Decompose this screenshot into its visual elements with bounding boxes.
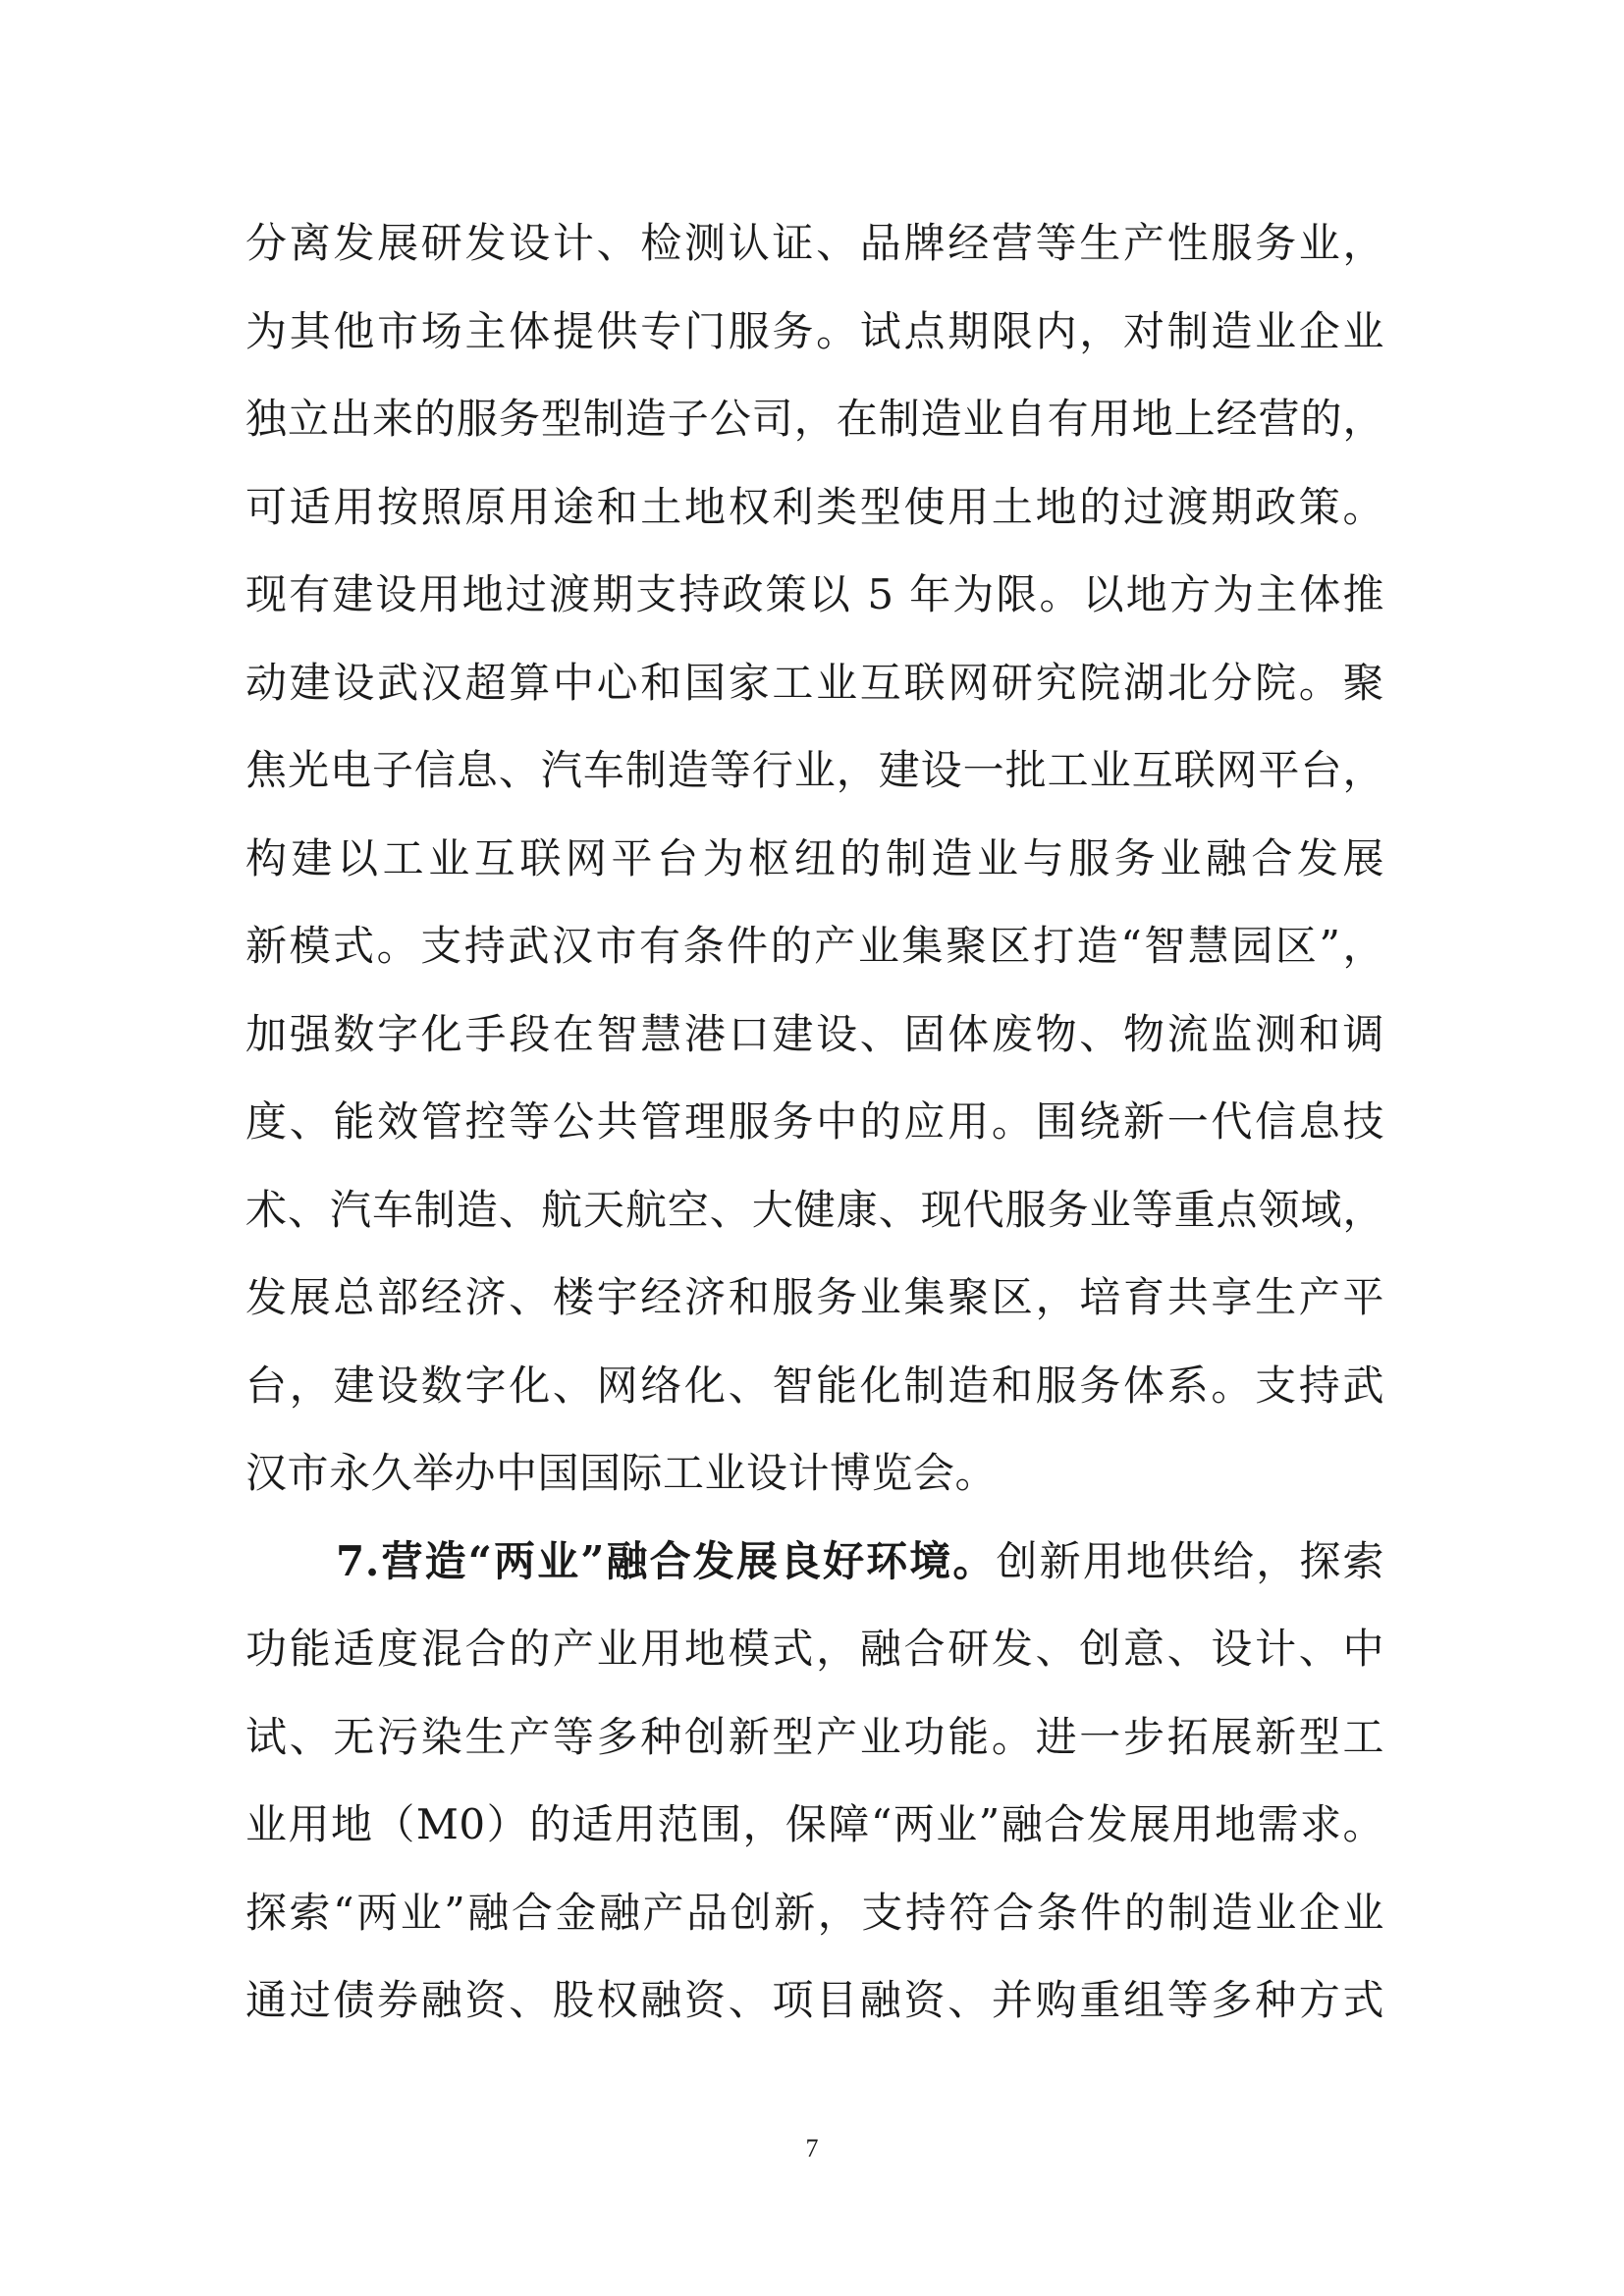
- text-line: 构建以工业互联网平台为枢纽的制造业与服务业融合发展: [245, 833, 1384, 882]
- text-line: 度、能效管控等公共管理服务中的应用。围绕新一代信息技: [245, 1097, 1384, 1146]
- text-line: 独立出来的服务型制造子公司，在制造业自有用地上经营的，: [245, 395, 1384, 443]
- text-line: 新模式。支持武汉市有条件的产业集聚区打造“智慧园区”，: [245, 922, 1384, 970]
- text-line: 功能适度混合的产业用地模式，融合研发、创意、设计、中: [245, 1625, 1384, 1673]
- text-line: 加强数字化手段在智慧港口建设、固体废物、物流监测和调: [245, 1009, 1384, 1058]
- text-line: 分离发展研发设计、检测认证、品牌经营等生产性服务业，: [245, 219, 1384, 267]
- text-line: 现有建设用地过渡期支持政策以 5 年为限。以地方为主体推: [245, 570, 1384, 618]
- body-text: [245, 217, 1384, 2062]
- text-line: 通过债券融资、股权融资、项目融资、并购重组等多种方式: [245, 1976, 1384, 2024]
- text-line: 可适用按照原用途和土地权利类型使用土地的过渡期政策。: [245, 482, 1384, 531]
- text-line: 试、无污染生产等多种创新型产业功能。进一步拓展新型工: [245, 1712, 1384, 1761]
- text-line: 业用地（M0）的适用范围，保障“两业”融合发展用地需求。: [245, 1800, 1384, 1848]
- section-heading: 7.营造“两业”融合发展良好环境。: [336, 1536, 997, 1585]
- text-line: 发展总部经济、楼宇经济和服务业集聚区，培育共享生产平: [245, 1273, 1384, 1321]
- page-number: 7: [805, 2134, 819, 2163]
- text-line: 动建设武汉超算中心和国家工业互联网研究院湖北分院。聚: [245, 658, 1384, 707]
- text-line: 为其他市场主体提供专门服务。试点期限内，对制造业企业: [245, 306, 1384, 355]
- text-line: 汉市永久举办中国国际工业设计博览会。: [245, 1449, 998, 1497]
- text-line: 台，建设数字化、网络化、智能化制造和服务体系。支持武: [245, 1361, 1384, 1410]
- text-line: 探索“两业”融合金融产品创新，支持符合条件的制造业企业: [245, 1888, 1384, 1937]
- text-line: 术、汽车制造、航天航空、大健康、现代服务业等重点领域，: [245, 1185, 1384, 1234]
- text-line: 焦光电子信息、汽车制造等行业，建设一批工业互联网平台，: [245, 746, 1384, 794]
- section-first-line: [245, 1535, 1384, 1624]
- section-text: 创新用地供给，探索: [996, 1536, 1384, 1585]
